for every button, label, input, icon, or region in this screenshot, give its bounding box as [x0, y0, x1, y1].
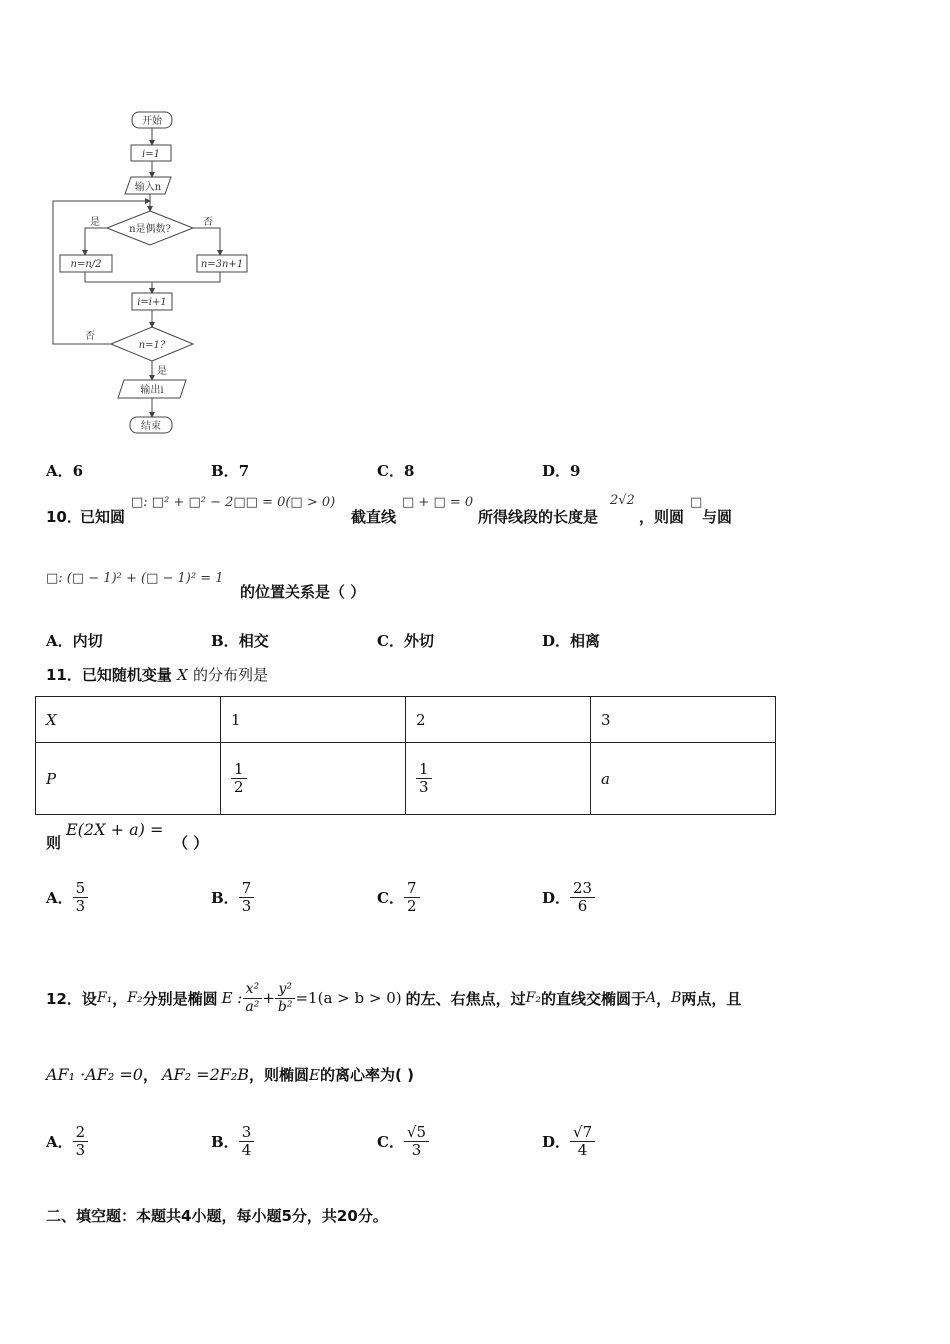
- flow-yes2-label: 是: [157, 366, 167, 377]
- denominator: 3: [411, 1141, 422, 1160]
- option-letter: A．: [46, 462, 73, 480]
- option-letter: D．: [542, 889, 571, 908]
- option-value: 相交: [238, 632, 269, 650]
- distribution-table: [35, 696, 776, 815]
- flow-yes1-label: 是: [90, 217, 100, 228]
- fraction: [239, 1124, 255, 1160]
- q11-then: 则: [46, 834, 62, 852]
- option-letter: C．: [377, 1133, 404, 1152]
- q12-comma: ，: [656, 989, 672, 1008]
- q12-option-a[interactable]: [46, 1124, 88, 1160]
- cell-text: 1: [231, 710, 241, 729]
- q11-expectation-expr: E(2X + a) =: [66, 820, 164, 839]
- numerator: 1: [416, 761, 432, 779]
- table-cell: [406, 697, 591, 743]
- q10-text-1: 已知圆: [80, 508, 126, 526]
- q10-circle-c-equation: □: □² + □² − 2□□ = 0(□ > 0): [131, 495, 336, 510]
- q12-number: 12．: [46, 989, 82, 1008]
- q12-focus-f2: F₂: [127, 990, 143, 1006]
- q12-option-b[interactable]: [211, 1124, 254, 1160]
- option-value: 外切: [403, 632, 434, 650]
- fraction: [404, 880, 420, 916]
- q10-number: 10．: [46, 508, 82, 526]
- option-letter: B．: [211, 462, 239, 480]
- q11-number: 11．: [46, 666, 82, 684]
- table-cell: [36, 743, 221, 815]
- q12-focus-f1: F₁: [96, 990, 113, 1006]
- q12-point-b: B: [671, 990, 682, 1006]
- denominator: 4: [241, 1141, 252, 1160]
- denominator: 6: [577, 897, 588, 916]
- fraction: [239, 880, 255, 916]
- q10-option-c[interactable]: [377, 630, 434, 651]
- q10-option-a[interactable]: [46, 630, 103, 651]
- denominator: 2: [406, 897, 417, 916]
- fraction: [404, 1124, 429, 1160]
- option-letter: B．: [211, 1133, 239, 1152]
- q12-point-a: A: [645, 990, 657, 1006]
- table-cell: [406, 743, 591, 815]
- q12-text-2: 分别是椭圆: [142, 989, 218, 1008]
- q12-option-d[interactable]: [542, 1124, 595, 1160]
- flow-input-label: 输入n: [134, 182, 162, 193]
- denominator: 3: [75, 897, 86, 916]
- q10-option-d[interactable]: [542, 630, 600, 651]
- denominator: a²: [245, 998, 260, 1015]
- denominator: 3: [419, 778, 429, 796]
- option-letter: B．: [211, 632, 239, 650]
- q12-text-7: 的离心率为( ): [319, 1066, 414, 1084]
- q10-text-3: 所得线段的长度是: [478, 508, 599, 526]
- flow-increment-label: i=i+1: [137, 297, 167, 308]
- q12-comma: ，: [112, 989, 128, 1008]
- q11-text-2: 的分布列是: [193, 666, 269, 684]
- q10-line-equation: □ + □ = 0: [402, 495, 474, 510]
- table-cell: [221, 697, 406, 743]
- numerator: √5: [404, 1124, 429, 1142]
- q12-text-5: 两点，且: [681, 989, 742, 1008]
- fraction: [416, 761, 432, 797]
- q9-option-a[interactable]: [46, 460, 83, 481]
- flow-output-label: 输出i: [140, 385, 164, 396]
- q9-option-d[interactable]: [542, 460, 580, 481]
- numerator: √7: [570, 1124, 595, 1142]
- denominator: b²: [277, 998, 293, 1015]
- option-value: 相离: [570, 632, 601, 650]
- numerator: 2: [73, 1124, 89, 1142]
- q10-length-value: 2√2: [610, 493, 635, 508]
- flow-init-label: i=1: [142, 149, 160, 160]
- numerator: 23: [570, 880, 595, 898]
- cell-text: X: [46, 710, 57, 729]
- q11-option-d[interactable]: [542, 880, 595, 916]
- q11-option-a[interactable]: [46, 880, 88, 916]
- option-letter: A．: [46, 889, 73, 908]
- option-letter: D．: [542, 632, 571, 650]
- q11-variable: X: [177, 666, 188, 684]
- option-letter: C．: [377, 889, 404, 908]
- q12-condition-2: AF₂ =2F₂B: [162, 1065, 250, 1084]
- option-value: 6: [72, 462, 84, 480]
- numerator: x²: [243, 981, 263, 998]
- flow-right-label: n=3n+1: [200, 259, 244, 270]
- option-letter: D．: [542, 1133, 571, 1152]
- flow-no2-label: 否: [85, 331, 95, 342]
- q12-plus: +: [262, 989, 275, 1007]
- q10-text-4: ，则圆: [639, 508, 685, 526]
- q12-ellipse-rest: =1(a > b > 0): [295, 989, 402, 1007]
- flow-end-label: 结束: [141, 421, 161, 432]
- table-row: [36, 743, 776, 815]
- numerator: 7: [239, 880, 255, 898]
- flow-no1-label: 否: [203, 217, 213, 228]
- section-2-heading: 二、填空题：本题共4小题，每小题5分，共20分。: [46, 1207, 388, 1225]
- cell-text: a: [601, 769, 610, 788]
- flow-start-label: 开始: [142, 116, 162, 127]
- numerator: 3: [239, 1124, 255, 1142]
- q10-text-6: 的位置关系是（ ）: [240, 583, 366, 601]
- q11-line: [46, 664, 268, 685]
- q9-option-b[interactable]: [211, 460, 249, 481]
- cell-text: 3: [601, 710, 611, 729]
- q12-comma: ，: [142, 1066, 158, 1084]
- option-value: 7: [238, 462, 250, 480]
- q12-text-1: 设: [81, 989, 97, 1008]
- option-letter: D．: [542, 462, 571, 480]
- q10-circle-d-equation: □: (□ − 1)² + (□ − 1)² = 1: [46, 571, 224, 586]
- fraction: [570, 880, 595, 916]
- q12-condition-1: AF₁ ·AF₂ =0: [46, 1065, 143, 1084]
- flow-cond1-label: n是偶数?: [129, 224, 171, 235]
- fraction: [73, 880, 89, 916]
- q10-text-2: 截直线: [351, 508, 397, 526]
- numerator: 1: [231, 761, 247, 779]
- option-letter: C．: [377, 632, 404, 650]
- option-letter: B．: [211, 889, 239, 908]
- q11-paren: （ ）: [173, 834, 209, 852]
- q10-text-5: 与圆: [702, 508, 733, 526]
- q12-focus-f2b: F₂: [525, 990, 541, 1006]
- q11-option-c[interactable]: [377, 880, 420, 916]
- fraction: [570, 1124, 595, 1160]
- cell-text: P: [46, 769, 57, 788]
- denominator: 2: [234, 778, 244, 796]
- q12-line-2: [46, 1064, 414, 1085]
- q9-option-c[interactable]: [377, 460, 414, 481]
- flow-cond2-label: n=1?: [138, 340, 166, 351]
- option-value: 内切: [72, 632, 103, 650]
- fraction: [275, 981, 296, 1014]
- q10-option-b[interactable]: [211, 630, 269, 651]
- denominator: 4: [577, 1141, 588, 1160]
- denominator: 3: [241, 897, 252, 916]
- numerator: y²: [275, 981, 295, 998]
- q12-ellipse-e: E: [309, 1065, 320, 1084]
- cell-text: 2: [416, 710, 426, 729]
- q12-option-c[interactable]: [377, 1124, 429, 1160]
- q12-line-1: [46, 963, 741, 1033]
- q12-text-3: 的左、右焦点，过: [405, 989, 526, 1008]
- table-row: [36, 697, 776, 743]
- numerator: 5: [73, 880, 89, 898]
- table-cell: [221, 743, 406, 815]
- table-cell: [591, 743, 776, 815]
- flow-left-label: n=n/2: [70, 259, 102, 270]
- q10-circle-symbol: □: [690, 495, 703, 510]
- numerator: 7: [404, 880, 420, 898]
- fraction: [231, 761, 247, 797]
- option-value: 8: [403, 462, 415, 480]
- q12-text-6: ，则椭圆: [249, 1066, 310, 1084]
- fraction: [73, 1124, 89, 1160]
- q12-ellipse-label: E :: [221, 989, 243, 1007]
- option-letter: A．: [46, 1133, 73, 1152]
- q12-text-4: 的直线交椭圆于: [540, 989, 646, 1008]
- table-cell: [36, 697, 221, 743]
- denominator: 3: [75, 1141, 86, 1160]
- option-letter: C．: [377, 462, 404, 480]
- option-value: 9: [570, 462, 581, 480]
- q11-option-b[interactable]: [211, 880, 254, 916]
- fraction: [242, 981, 262, 1014]
- q11-text-1: 已知随机变量: [81, 666, 172, 684]
- flowchart: [40, 105, 260, 440]
- table-cell: [591, 697, 776, 743]
- option-letter: A．: [46, 632, 73, 650]
